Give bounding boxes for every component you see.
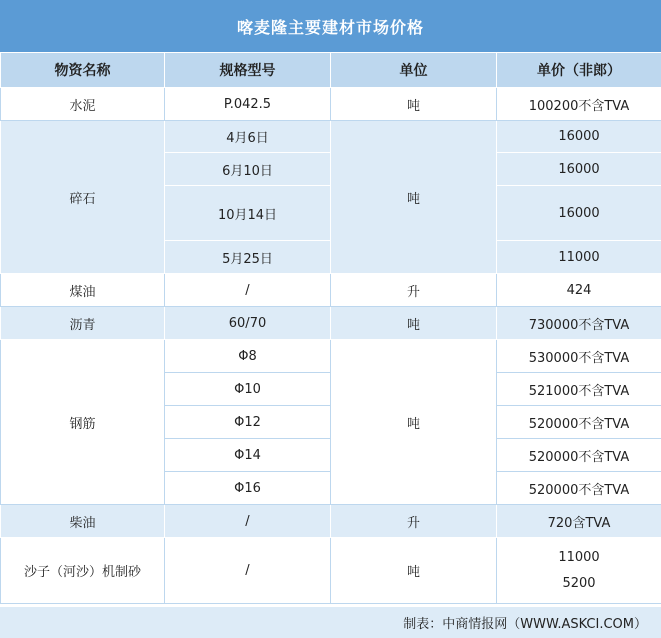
item-name: 钢筋	[1, 340, 165, 505]
header-unit: 单位	[331, 53, 497, 88]
item-name: 沙子（河沙）机制砂	[1, 538, 165, 604]
item-price: 520000不含TVA	[497, 439, 661, 472]
table-row	[1, 307, 661, 340]
item-price: 530000不含TVA	[497, 340, 661, 373]
price-table	[0, 52, 661, 604]
item-price: 16000	[497, 153, 661, 186]
item-name: 沥青	[1, 307, 165, 340]
item-spec: 5月25日	[165, 241, 331, 274]
item-price: 520000不含TVA	[497, 472, 661, 505]
item-spec: P.042.5	[165, 88, 331, 121]
item-price: 11000	[497, 241, 661, 274]
item-price: 100200不含TVA	[497, 88, 661, 121]
item-unit: 吨	[331, 121, 497, 274]
table-row	[1, 88, 661, 121]
table-row	[1, 340, 661, 373]
item-name: 水泥	[1, 88, 165, 121]
item-unit: 吨	[331, 88, 497, 121]
item-price: 730000不含TVA	[497, 307, 661, 340]
item-unit: 升	[331, 274, 497, 307]
item-spec: 4月6日	[165, 121, 331, 153]
item-name: 柴油	[1, 505, 165, 538]
table-source-note: 制表：中商情报网（WWW.ASKCI.COM）	[0, 607, 661, 638]
item-spec: Φ10	[165, 373, 331, 406]
item-spec: /	[165, 538, 331, 604]
item-price: 720含TVA	[497, 505, 661, 538]
header-spec: 规格型号	[165, 53, 331, 88]
item-unit: 升	[331, 505, 497, 538]
table-row	[1, 274, 661, 307]
table-row	[1, 505, 661, 538]
header-price: 单价（非郎）	[497, 53, 661, 88]
item-spec: /	[165, 505, 331, 538]
table-row	[1, 538, 661, 604]
item-price	[497, 538, 661, 604]
item-spec: Φ16	[165, 472, 331, 505]
item-price-line: 11000	[558, 549, 600, 565]
item-spec: 60/70	[165, 307, 331, 340]
item-price: 424	[497, 274, 661, 307]
item-price: 520000不含TVA	[497, 406, 661, 439]
table-title: 喀麦隆主要建材市场价格	[0, 0, 661, 52]
item-spec: 6月10日	[165, 153, 331, 186]
item-unit: 吨	[331, 340, 497, 505]
header-name: 物资名称	[1, 53, 165, 88]
item-spec: Φ12	[165, 406, 331, 439]
item-unit: 吨	[331, 538, 497, 604]
table-row	[1, 121, 661, 153]
item-unit: 吨	[331, 307, 497, 340]
item-name: 碎石	[1, 121, 165, 274]
item-price: 16000	[497, 121, 661, 153]
item-spec: 10月14日	[165, 186, 331, 241]
item-price: 521000不含TVA	[497, 373, 661, 406]
item-spec: /	[165, 274, 331, 307]
header-row	[1, 53, 661, 88]
item-name: 煤油	[1, 274, 165, 307]
item-price: 16000	[497, 186, 661, 241]
item-price-line: 5200	[562, 575, 596, 591]
item-spec: Φ14	[165, 439, 331, 472]
item-spec: Φ8	[165, 340, 331, 373]
